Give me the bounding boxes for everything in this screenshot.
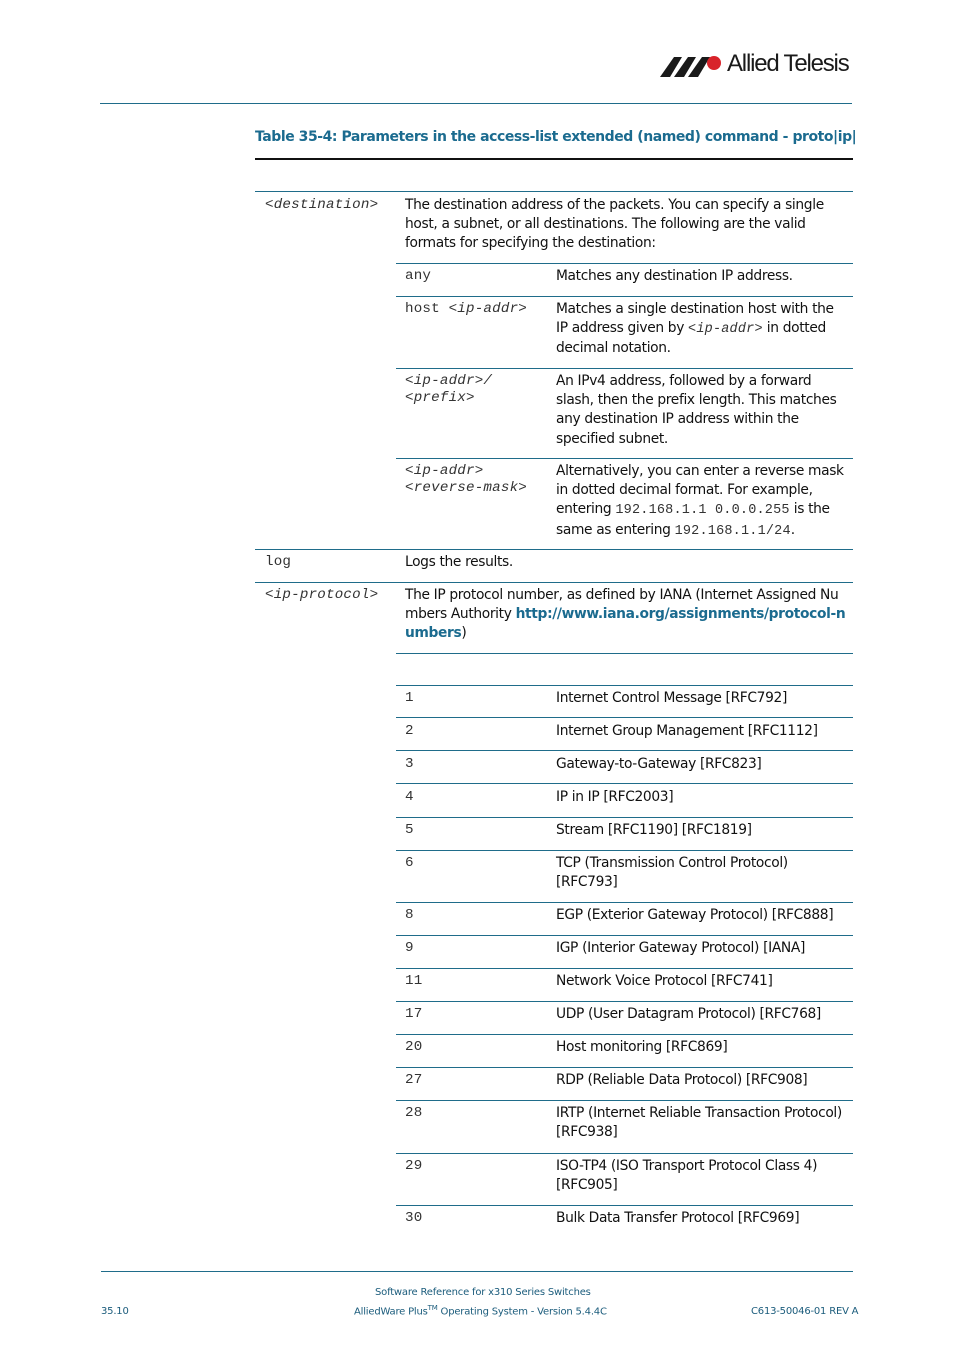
iana-link[interactable]: http://www.iana.org/assignments/protocol-numbers: [405, 606, 846, 642]
format-host-desc: Matches a single destination host with the IP address given by <ip-addr> in dotted decimal notation.: [556, 301, 834, 357]
param-destination: <destination>: [265, 197, 379, 213]
protocol-name: RDP (Reliable Data Protocol) [RFC908]: [556, 1072, 808, 1088]
protocol-number: 27: [405, 1072, 423, 1088]
subtable-rule: [396, 368, 853, 369]
protocol-number: 30: [405, 1210, 423, 1226]
subtable-rule: [396, 296, 853, 297]
protocol-number: 8: [405, 907, 414, 923]
protocol-name: Bulk Data Transfer Protocol [RFC969]: [556, 1210, 800, 1226]
protocol-row-rule: [396, 902, 853, 903]
protocol-name: IRTP (Internet Reliable Transaction Protocol) [RFC938]: [556, 1105, 842, 1141]
table-rule: [255, 549, 853, 550]
protocol-row-rule: [396, 968, 853, 969]
protocol-name: TCP (Transmission Control Protocol) [RFC793]: [556, 855, 788, 891]
footer-product: AlliedWare Plus™ Operating System - Version 5.4.4C: [354, 1304, 607, 1318]
protocol-name: Gateway-to-Gateway [RFC823]: [556, 756, 762, 772]
title-rule: [255, 158, 853, 160]
logo-text: Allied Telesis: [727, 50, 849, 77]
protocol-name: Internet Group Management [RFC1112]: [556, 723, 818, 739]
footer-title: Software Reference for x310 Series Switches: [375, 1287, 591, 1298]
header-rule: [100, 103, 852, 104]
protocol-number: 6: [405, 855, 414, 871]
protocol-row-rule: [396, 1100, 853, 1101]
protocol-name: Network Voice Protocol [RFC741]: [556, 973, 773, 989]
protocol-row-rule: [396, 717, 853, 718]
log-description: Logs the results.: [405, 554, 513, 570]
subtable-rule: [396, 653, 853, 654]
protocol-row-rule: [396, 1067, 853, 1068]
subtable-rule: [396, 263, 853, 264]
protocol-row-rule: [396, 817, 853, 818]
ip-protocol-description: The IP protocol number, as defined by IANA (Internet Assigned Numbers Authority http://www.iana.org/assignments/protocol-numbers): [405, 587, 846, 642]
protocol-row-rule: [396, 850, 853, 851]
protocol-name: Stream [RFC1190] [RFC1819]: [556, 822, 752, 838]
protocol-number: 2: [405, 723, 414, 739]
format-reverse-mask-desc: Alternatively, you can enter a reverse mask in dotted decimal format. For example, entering 192.168.1.1 0.0.0.255 is the same as entering 192.168.1.1/24.: [556, 463, 844, 539]
footer-doc-id: C613-50046-01 REV A: [751, 1306, 859, 1317]
footer-page-number: 35.10: [101, 1306, 129, 1317]
protocol-number: 11: [405, 973, 423, 989]
protocol-row-rule: [396, 1205, 853, 1206]
protocol-row-rule: [396, 1034, 853, 1035]
protocol-number: 28: [405, 1105, 423, 1121]
protocol-row-rule: [396, 783, 853, 784]
protocol-number: 29: [405, 1158, 423, 1174]
protocol-name: IP in IP [RFC2003]: [556, 789, 674, 805]
protocol-name: EGP (Exterior Gateway Protocol) [RFC888]: [556, 907, 834, 923]
protocol-row-rule: [396, 750, 853, 751]
protocol-name: Internet Control Message [RFC792]: [556, 690, 787, 706]
table-rule: [255, 582, 853, 583]
protocol-number: 1: [405, 690, 414, 706]
protocol-row-rule: [396, 935, 853, 936]
protocol-number: 4: [405, 789, 414, 805]
protocol-row-rule: [396, 1001, 853, 1002]
param-ip-protocol: <ip-protocol>: [265, 587, 379, 603]
format-reverse-mask-code: <ip-addr> <reverse-mask>: [405, 463, 527, 497]
protocol-number: 20: [405, 1039, 423, 1055]
table-rule: [255, 191, 853, 192]
format-any-code: any: [405, 268, 432, 284]
footer-rule: [101, 1271, 853, 1272]
allied-telesis-logo: [660, 50, 860, 82]
protocol-number: 9: [405, 940, 414, 956]
destination-description: The destination address of the packets. You can specify a single host, a subnet, or all destinations. The following are the valid formats for specifying the destination:: [405, 197, 824, 252]
logo-mark-icon: [660, 53, 726, 79]
format-prefix-code: <ip-addr>/ <prefix>: [405, 373, 493, 407]
protocol-name: ISO-TP4 (ISO Transport Protocol Class 4) [RFC905]: [556, 1158, 818, 1194]
table-title: Table 35-4: Parameters in the access-list extended (named) command - proto|ip|: [255, 129, 857, 145]
protocol-row-rule: [396, 1153, 853, 1154]
subtable-rule: [396, 458, 853, 459]
format-any-desc: Matches any destination IP address.: [556, 268, 793, 284]
protocol-row-rule: [396, 685, 853, 686]
protocol-number: 5: [405, 822, 414, 838]
protocol-number: 3: [405, 756, 414, 772]
protocol-number: 17: [405, 1006, 423, 1022]
format-host-code: host <ip-addr>: [405, 301, 528, 317]
protocol-name: UDP (User Datagram Protocol) [RFC768]: [556, 1006, 821, 1022]
protocol-name: IGP (Interior Gateway Protocol) [IANA]: [556, 940, 805, 956]
param-log: log: [265, 554, 292, 570]
format-prefix-desc: An IPv4 address, followed by a forward slash, then the prefix length. This matches any destination IP address within the specified subnet.: [556, 373, 837, 447]
protocol-name: Host monitoring [RFC869]: [556, 1039, 728, 1055]
